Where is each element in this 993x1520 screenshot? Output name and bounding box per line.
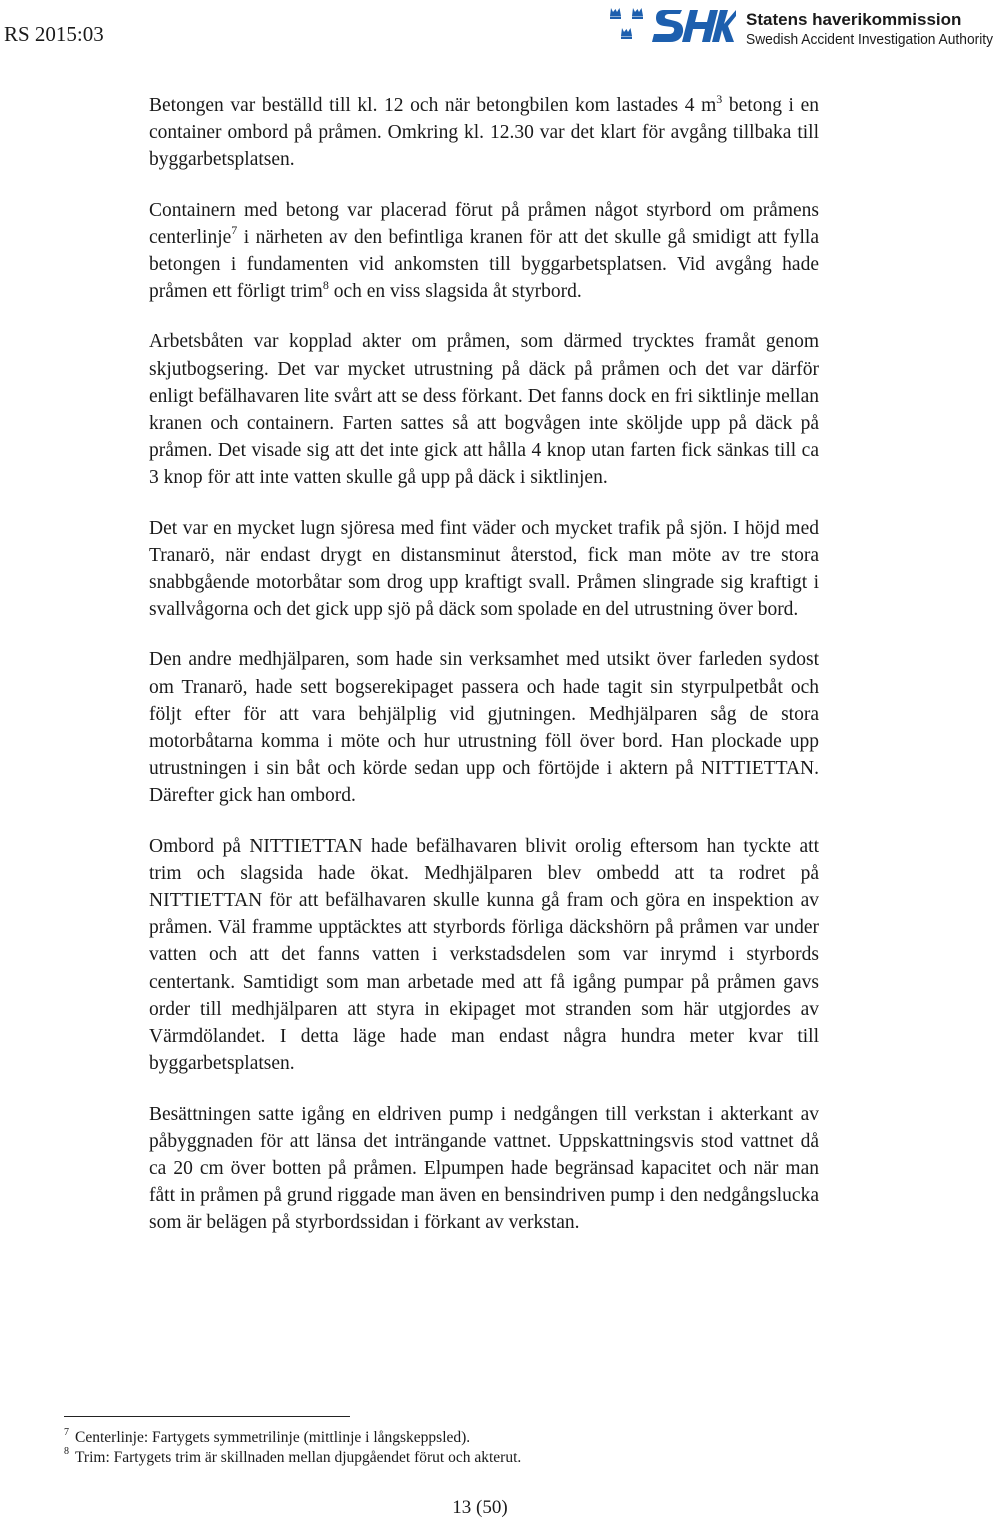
footnote-divider <box>64 1416 350 1417</box>
paragraph: Det var en mycket lugn sjöresa med fint väder och mycket trafik på sjön. I höjd med Tranarö, när endast drygt en distansminut återstod, fick man möte av tre stora snabbgående motorbåtar som drog upp kraftigt svall. Pråmen slingrade sig kraftigt i svallvågorna och det gick upp sjö på däck som spolade en del utrustning över bord. <box>149 517 819 621</box>
three-crowns-icon <box>606 6 650 50</box>
shk-logo <box>606 6 993 50</box>
paragraph: Besättningen satte igång en eldriven pump i nedgången till verkstan i akterkant av påbyggnaden för att länsa det inträngande vattnet. Uppskattningsvis stod vattnet då ca 20 cm över botten på pråmen. Elpumpen hade begränsad kapacitet och när man fått in pråmen på grund riggade man även en bensindriven pump i den nedgångslucka som är belägen på styrbordssidan i förkant av verkstan. <box>149 1103 819 1234</box>
superscript: 3 <box>716 91 723 106</box>
shk-letters-icon <box>652 6 736 50</box>
paragraph: Containern med betong var placerad förut på pråmen något styrbord om pråmens centerlinje$^7$ i närheten av den befintliga kranen för att det skulle gå smidigt att fylla betongen i fundamenten vid ankomsten till byggarbetsplatsen. Vid avgång hade pråmen ett förligt trim$^8$ och en viss slagsida åt styrbord. <box>149 199 819 303</box>
footnote: $^7$ Centerlinje: Fartygets symmetrilinje (mittlinje i långskeppsled). <box>64 1426 471 1446</box>
page-number: 13 (50) <box>452 1497 508 1518</box>
paragraph: Den andre medhjälparen, som hade sin verksamhet med utsikt över farleden sydost om Tranarö, hade sett bogserekipaget passera och hade tagit sin styrpulpetbåt och följt efter för att vara behjälplig vid gjutningen. Medhjälparen såg de stora motorbåtarna komma i möte och hur utrustning föll över bord. Han plockade upp utrustningen i sin båt och körde sedan upp och förtöjde i aktern på NITTIETTAN. Därefter gick han ombord. <box>149 649 819 807</box>
paragraph: Ombord på NITTIETTAN hade befälhavaren blivit orolig eftersom han tyckte att trim och slagsida hade ökat. Medhjälparen blev ombedd att ta rodret på NITTIETTAN för att befälhavaren skulle kunna gå fram och göra en inspektion av pråmen. Väl framme upptäcktes att styrbords förliga däckshörn på pråmen var under vatten och att det fanns vatten i verkstadsdelen som var inrymd i styrbords centertank. Samtidigt som man arbetade med att få igång pumpar på pråmen gavs order till medhjälparen att styra in ekipaget mot stranden som här utgjordes av Värmdölandet. I detta läge hade man endast några hundra meter kvar till byggarbetsplatsen. <box>149 835 819 1075</box>
body-text <box>149 92 819 1260</box>
footnote-ref: 7 <box>231 223 238 238</box>
paragraph: Betongen var beställd till kl. 12 och när betongbilen kom lastades 4 $m^3$ betong i en container ombord på pråmen. Omkring kl. 12.30 var det klart för avgång tillbaka till byggarbetsplatsen. <box>149 91 819 171</box>
footnote: $^8$ Trim: Fartygets trim är skillnaden mellan djupgåendet förut och akterut. <box>64 1446 522 1466</box>
logo-title: Statens haverikommission <box>746 10 962 29</box>
footnotes <box>64 1428 764 1467</box>
footnote-ref: 8 <box>322 277 329 292</box>
report-id: RS 2015:03 <box>4 22 104 46</box>
logo-subtitle: Swedish Accident Investigation Authority <box>746 31 993 48</box>
paragraph: Arbetsbåten var kopplad akter om pråmen, som därmed trycktes framåt genom skjutbogsering. Det var mycket utrustning på däck på pråmen och det var därför enligt befälhavaren lite svårt att se dess förkant. Det fanns dock en fri siktlinje mellan kranen och containern. Farten sattes så att bogvågen inte sköljde upp på däck på pråmen. Det visade sig att det inte gick att hålla 4 knop utan farten fick sänkas till ca 3 knop för att inte vatten skulle gå upp på däck i siktlinjen. <box>149 331 819 489</box>
